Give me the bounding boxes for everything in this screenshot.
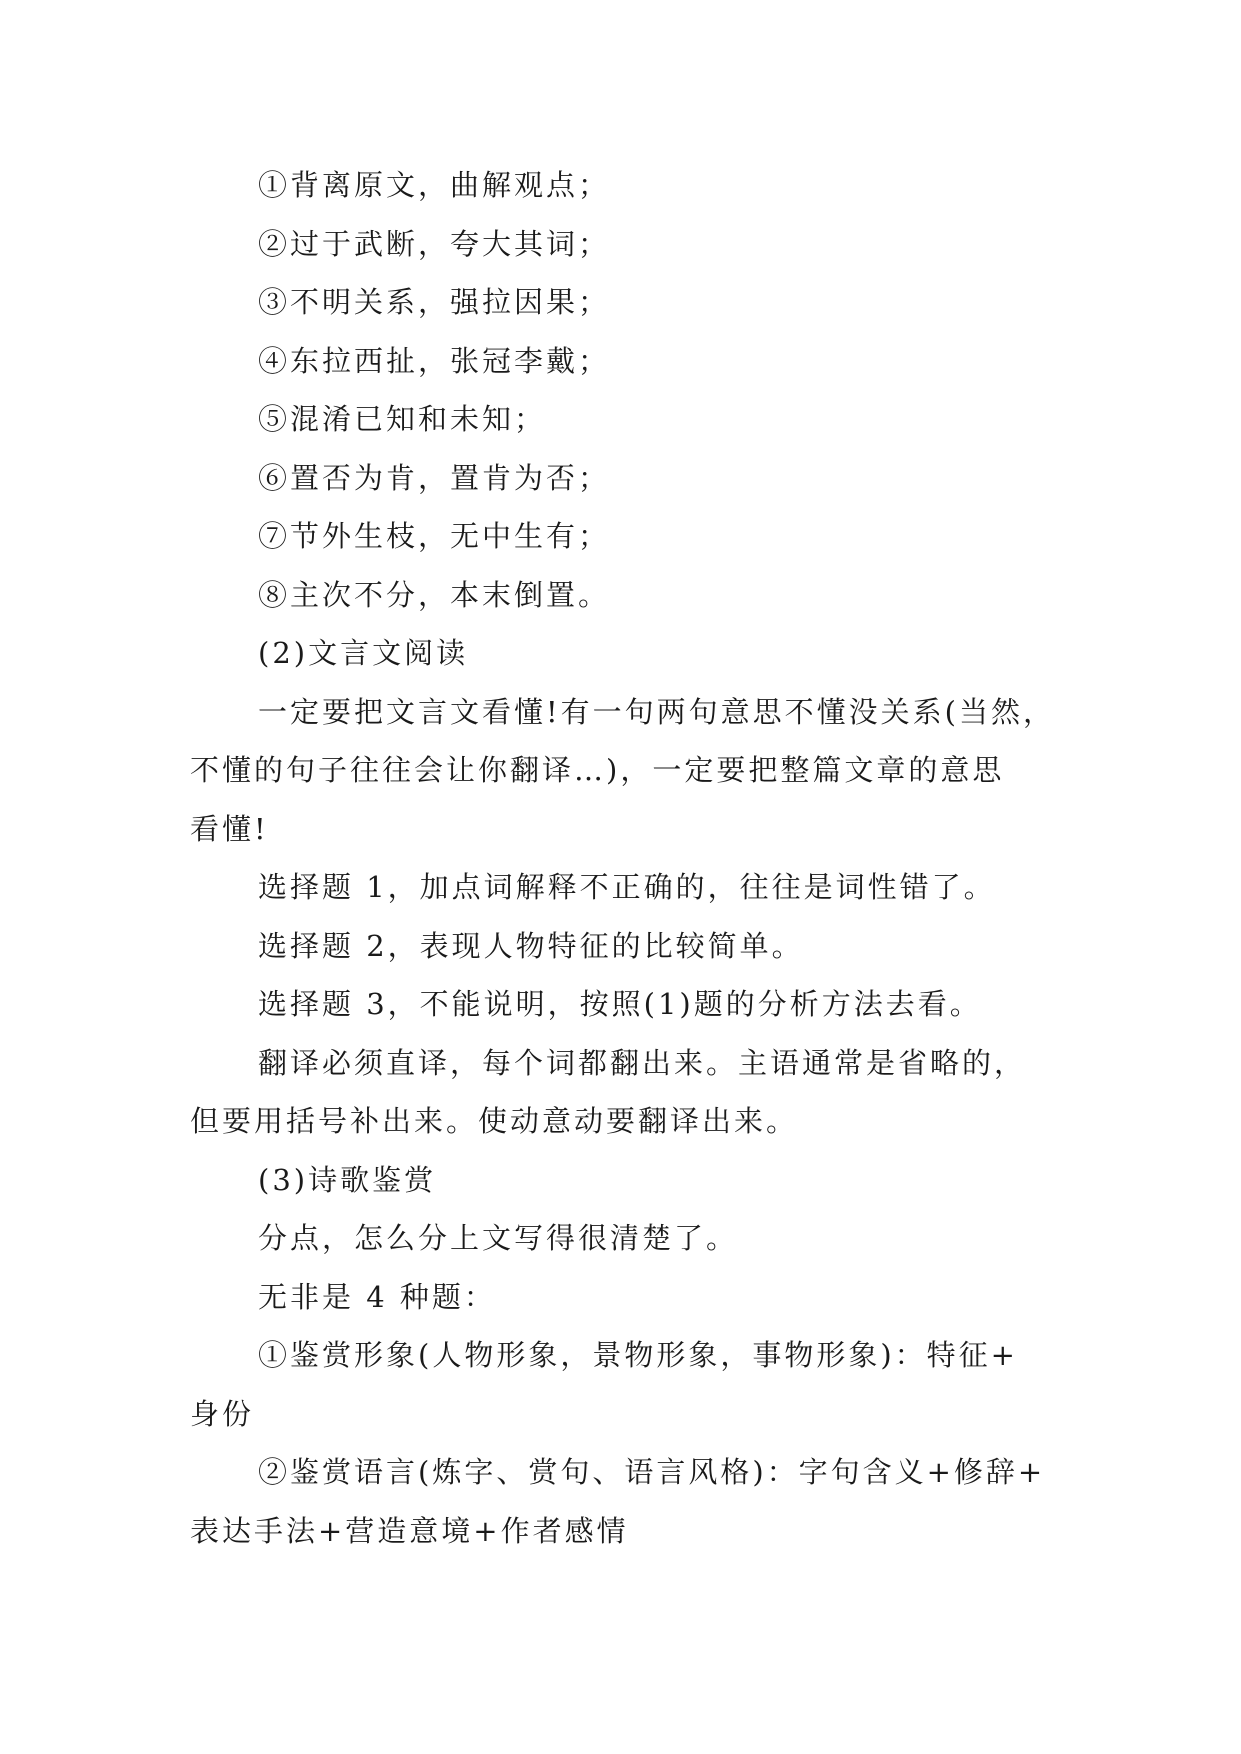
paragraph-line: 翻译必须直译，每个词都翻出来。主语通常是省略的， — [258, 1045, 1027, 1080]
paragraph-line: 表达手法+营造意境+作者感情 — [190, 1513, 629, 1548]
list-item-8: ⑧主次不分，本末倒置。 — [258, 577, 611, 612]
list-item-3: ③不明关系，强拉因果； — [258, 285, 611, 319]
paragraph-line: 选择题 2，表现人物特征的比较简单。 — [258, 928, 804, 963]
paragraph-line: 不懂的句子往往会让你翻译…)，一定要把整篇文章的意思 — [190, 753, 1005, 787]
list-item-7: ⑦节外生枝，无中生有； — [258, 519, 611, 553]
section-heading-classical-chinese: (2)文言文阅读 — [258, 636, 469, 670]
section-heading-poetry-appreciation: (3)诗歌鉴赏 — [258, 1162, 437, 1197]
paragraph-line: 选择题 3，不能说明，按照(1)题的分析方法去看。 — [258, 987, 982, 1021]
document-body — [190, 156, 1070, 1560]
list-item-1: ①背离原文，曲解观点； — [258, 168, 611, 202]
paragraph-line: 分点，怎么分上文写得很清楚了。 — [258, 1221, 739, 1255]
list-item-4: ④东拉西扯，张冠李戴； — [258, 343, 611, 378]
list-item-appreciation-2: ②鉴赏语言(炼字、赏句、语言风格)：字句含义+修辞+ — [258, 1455, 1046, 1489]
list-item-6: ⑥置否为肯，置肯为否； — [258, 460, 611, 495]
list-item-2: ②过于武断，夸大其词； — [258, 226, 611, 261]
paragraph-line: 一定要把文言文看懂!有一句两句意思不懂没关系(当然， — [258, 694, 1055, 729]
list-item-appreciation-1: ①鉴赏形象(人物形象，景物形象，事物形象)：特征+ — [258, 1338, 1018, 1372]
paragraph-line: 但要用括号补出来。使动意动要翻译出来。 — [190, 1104, 799, 1138]
paragraph-line: 选择题 1，加点词解释不正确的，往往是词性错了。 — [258, 870, 996, 904]
list-item-5: ⑤混淆已知和未知； — [258, 402, 547, 436]
paragraph-line: 无非是 4 种题： — [258, 1279, 496, 1314]
paragraph-line: 看懂! — [190, 811, 269, 846]
paragraph-line: 身份 — [190, 1396, 255, 1431]
